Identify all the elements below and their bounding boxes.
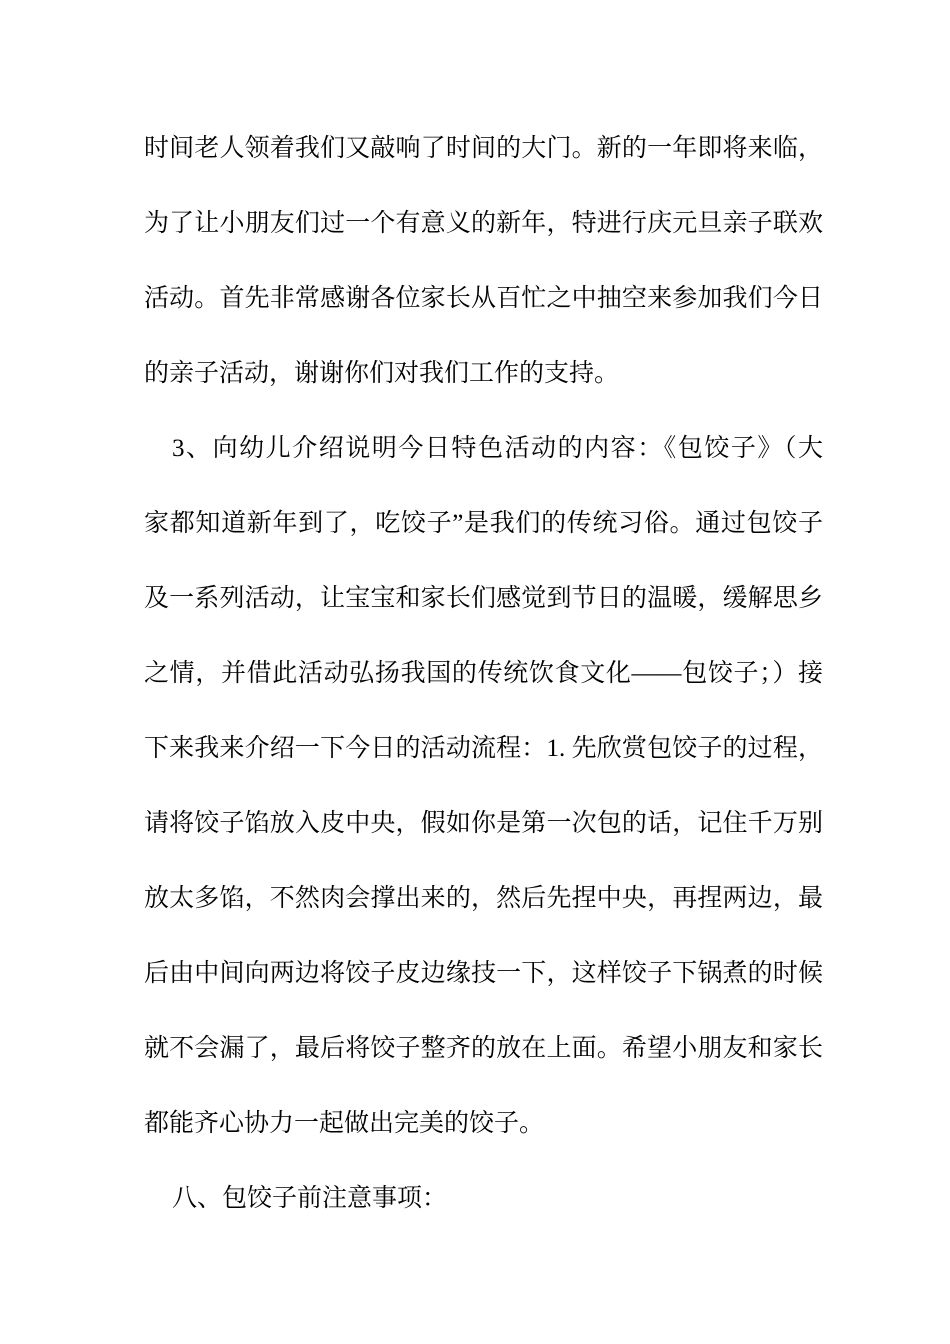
text-line: 活动。首先非常感谢各位家长从百忙之中抽空来参加我们今日 xyxy=(144,285,823,312)
text-line: 放太多馅，不然肉会撑出来的，然后先捏中央，再捏两边，最 xyxy=(144,885,823,912)
text-line: 就不会漏了，最后将饺子整齐的放在上面。希望小朋友和家长 xyxy=(144,1035,823,1062)
text-line: 都能齐心协力一起做出完美的饺子。 xyxy=(144,1110,545,1137)
text-line: 之情，并借此活动弘扬我国的传统饮食文化——包饺子；）接 xyxy=(144,660,823,687)
text-line: 请将饺子馅放入皮中央，假如你是第一次包的话，记住千万别 xyxy=(144,810,823,837)
text-line: 的亲子活动，谢谢你们对我们工作的支持。 xyxy=(144,360,620,387)
text-line: 及一系列活动，让宝宝和家长们感觉到节日的温暖，缓解思乡 xyxy=(144,585,823,612)
text-line: 3、向幼儿介绍说明今日特色活动的内容：《包饺子》（大 xyxy=(172,435,823,462)
text-line: 八、包饺子前注意事项： xyxy=(172,1185,448,1212)
text-line: 下来我来介绍一下今日的活动流程：1. 先欣赏包饺子的过程， xyxy=(144,735,823,762)
text-line: 家都知道新年到了，吃饺子”是我们的传统习俗。通过包饺子 xyxy=(144,510,823,537)
document-text-block xyxy=(144,111,823,1236)
text-line: 时间老人领着我们又敲响了时间的大门。新的一年即将来临， xyxy=(144,135,823,162)
text-line: 为了让小朋友们过一个有意义的新年，特进行庆元旦亲子联欢 xyxy=(144,210,823,237)
text-line: 后由中间向两边将饺子皮边缘技一下，这样饺子下锅煮的时候 xyxy=(144,960,823,987)
